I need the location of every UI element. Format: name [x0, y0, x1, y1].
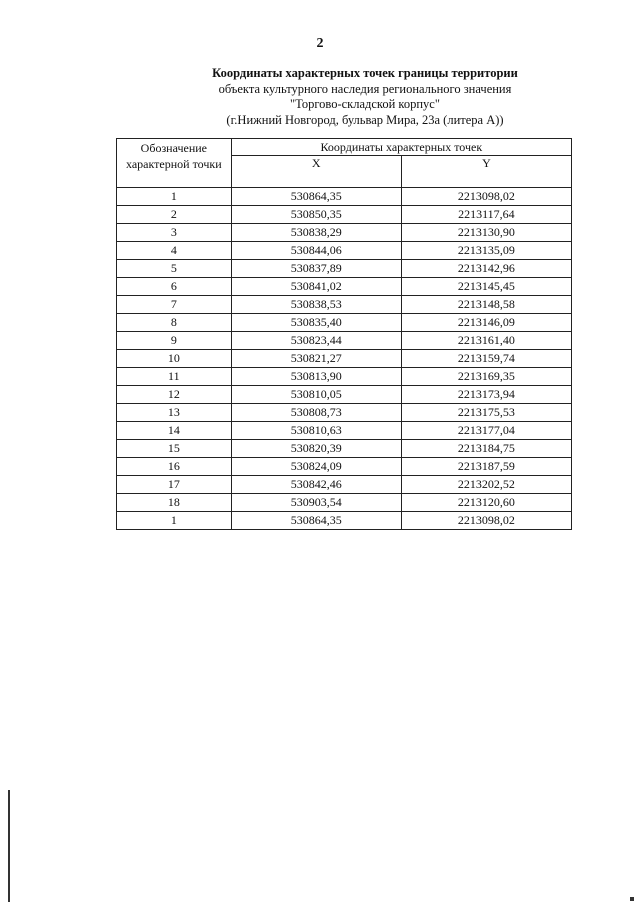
document-title: [150, 66, 580, 128]
title-line-2: объекта культурного наследия регионального значения: [218, 81, 512, 96]
table-row: [117, 386, 572, 404]
x-cell: 530813,90: [231, 368, 401, 386]
point-cell: 6: [117, 278, 232, 296]
table-row: [117, 476, 572, 494]
point-cell: 14: [117, 422, 232, 440]
y-cell: 2213130,90: [401, 224, 571, 242]
y-cell: 2213135,09: [401, 242, 571, 260]
x-cell: 530820,39: [231, 440, 401, 458]
table-row: [117, 224, 572, 242]
y-cell: 2213177,04: [401, 422, 571, 440]
table-row: [117, 206, 572, 224]
title-line-3: "Торгово-складской корпус": [290, 97, 440, 111]
scan-corner-mark: [630, 897, 634, 901]
scan-edge-mark: [8, 790, 10, 902]
x-cell: 530823,44: [231, 332, 401, 350]
point-cell: 18: [117, 494, 232, 512]
table-row: [117, 422, 572, 440]
point-cell: 11: [117, 368, 232, 386]
x-cell: 530864,35: [231, 512, 401, 530]
y-cell: 2213142,96: [401, 260, 571, 278]
y-cell: 2213148,58: [401, 296, 571, 314]
table-row: [117, 404, 572, 422]
x-cell: 530838,29: [231, 224, 401, 242]
x-cell: 530837,89: [231, 260, 401, 278]
point-cell: 16: [117, 458, 232, 476]
x-cell: 530824,09: [231, 458, 401, 476]
table-row: [117, 278, 572, 296]
y-cell: 2213184,75: [401, 440, 571, 458]
x-cell: 530864,35: [231, 188, 401, 206]
point-cell: 15: [117, 440, 232, 458]
point-cell: 12: [117, 386, 232, 404]
table-row: [117, 242, 572, 260]
table-row: [117, 440, 572, 458]
header-x: X: [231, 156, 401, 188]
y-cell: 2213187,59: [401, 458, 571, 476]
x-cell: 530810,63: [231, 422, 401, 440]
x-cell: 530850,35: [231, 206, 401, 224]
x-cell: 530835,40: [231, 314, 401, 332]
x-cell: 530838,53: [231, 296, 401, 314]
y-cell: 2213146,09: [401, 314, 571, 332]
point-cell: 1: [117, 188, 232, 206]
point-cell: 13: [117, 404, 232, 422]
y-cell: 2213159,74: [401, 350, 571, 368]
table-row: [117, 332, 572, 350]
x-cell: 530841,02: [231, 278, 401, 296]
table-body: [117, 188, 572, 530]
point-cell: 1: [117, 512, 232, 530]
x-cell: 530808,73: [231, 404, 401, 422]
table-row: [117, 350, 572, 368]
x-cell: 530810,05: [231, 386, 401, 404]
point-cell: 10: [117, 350, 232, 368]
header-point-label: Обозначение характерной точки: [117, 139, 232, 188]
header-y: Y: [401, 156, 571, 188]
point-cell: 2: [117, 206, 232, 224]
x-cell: 530821,27: [231, 350, 401, 368]
header-coordinates: Координаты характерных точек: [231, 139, 571, 156]
point-cell: 5: [117, 260, 232, 278]
point-cell: 3: [117, 224, 232, 242]
table-row: [117, 296, 572, 314]
table-row: [117, 494, 572, 512]
y-cell: 2213161,40: [401, 332, 571, 350]
y-cell: 2213173,94: [401, 386, 571, 404]
page-number: 2: [316, 36, 324, 51]
point-cell: 8: [117, 314, 232, 332]
table-row: [117, 368, 572, 386]
point-cell: 9: [117, 332, 232, 350]
title-line-1: Координаты характерных точек границы территории: [212, 66, 518, 80]
point-cell: 4: [117, 242, 232, 260]
x-cell: 530903,54: [231, 494, 401, 512]
y-cell: 2213098,02: [401, 512, 571, 530]
y-cell: 2213169,35: [401, 368, 571, 386]
table-row: [117, 512, 572, 530]
point-cell: 17: [117, 476, 232, 494]
table-row: [117, 458, 572, 476]
x-cell: 530842,46: [231, 476, 401, 494]
y-cell: 2213117,64: [401, 206, 571, 224]
title-line-4: (г.Нижний Новгород, бульвар Мира, 23а (литера А)): [226, 112, 504, 127]
y-cell: 2213120,60: [401, 494, 571, 512]
y-cell: 2213175,53: [401, 404, 571, 422]
point-cell: 7: [117, 296, 232, 314]
y-cell: 2213145,45: [401, 278, 571, 296]
coordinates-table: [116, 138, 572, 530]
y-cell: 2213202,52: [401, 476, 571, 494]
y-cell: 2213098,02: [401, 188, 571, 206]
table-row: [117, 260, 572, 278]
x-cell: 530844,06: [231, 242, 401, 260]
table-row: [117, 188, 572, 206]
table-row: [117, 314, 572, 332]
